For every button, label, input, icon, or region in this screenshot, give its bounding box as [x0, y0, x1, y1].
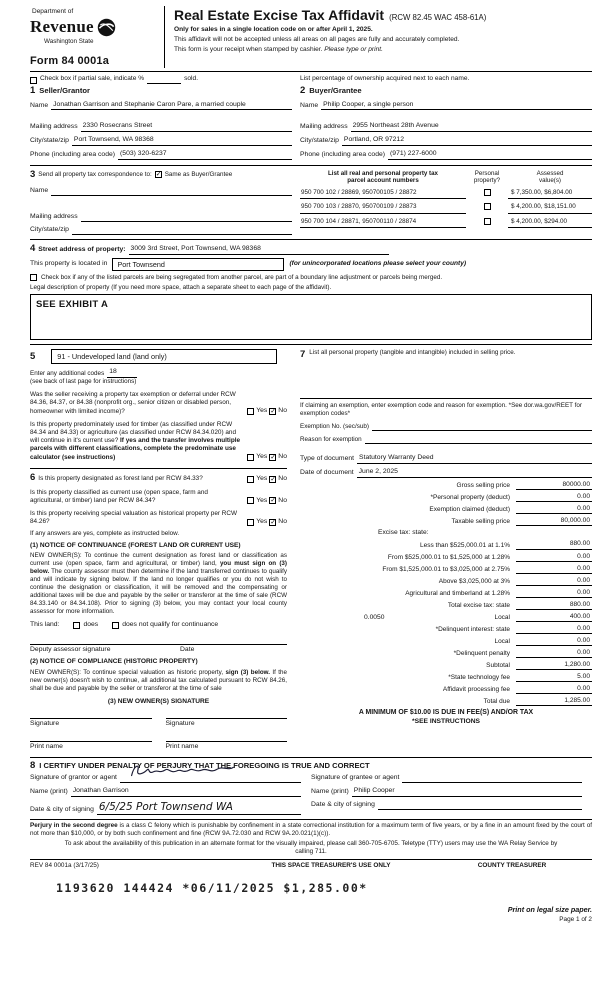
check-icon: ✓	[270, 497, 277, 505]
same-as-buyer-label: Same as Buyer/Grantee	[164, 170, 233, 178]
taxable-selling-price-label: Taxable selling price	[451, 518, 510, 525]
exemption-no-label: Exemption No. (sec/sub)	[300, 423, 369, 431]
deputy-signature-line[interactable]	[30, 644, 287, 645]
buyer-name-input[interactable]: Philip Cooper, a single person	[321, 101, 592, 111]
corr-csz-label: City/state/zip	[30, 226, 69, 233]
n1-bold: you must sign on (3) below.	[30, 560, 287, 576]
exemption-deferral-question-text: Was the seller receiving a property tax exemption or deferral under RCW 84.36, 84.37, or 84.38 (nonprofit org., senior citizen or disabled person, homeowner with limited income)?	[30, 391, 236, 415]
corr-name-label: Name	[30, 187, 49, 194]
corr-mail-input[interactable]	[81, 213, 292, 222]
delinquent-interest-local-label: Local	[494, 637, 510, 645]
forest-land-question-text: Is this property designated as forest land per RCW 84.33?	[38, 474, 203, 482]
total-excise-state-value[interactable]: 880.00	[516, 601, 592, 610]
right-column	[292, 345, 592, 752]
forest-no-checkbox[interactable]	[269, 476, 276, 483]
q2-yes-label: Yes	[256, 453, 268, 461]
total-due-label: Total due	[483, 698, 510, 706]
form-title: Real Estate Excise Tax Affidavit	[174, 7, 385, 23]
seller-phone-label: Phone (including area code)	[30, 150, 116, 158]
grantee-signature-block	[311, 772, 592, 815]
type-of-document-input[interactable]: Statutory Warranty Deed	[357, 454, 592, 464]
agricultural-timberland-label: Agricultural and timberland at 1.28%	[405, 589, 510, 597]
partial-sale-row	[30, 72, 592, 84]
rev-number: REV 84 0001a (3/17/25)	[30, 862, 99, 870]
section-5-number: 5	[30, 350, 36, 362]
check-icon: ✓	[270, 476, 277, 484]
n2-pre: NEW OWNER(S): To continue special valuation as historic property,	[30, 668, 226, 676]
section-6	[30, 468, 287, 752]
q1-no-checkbox[interactable]	[269, 408, 276, 415]
located-in-label: This property is located in	[30, 260, 108, 268]
state-technology-fee-value[interactable]: 5.00	[516, 673, 592, 682]
form-header	[30, 6, 592, 72]
new-owner-print-line-2[interactable]	[166, 741, 288, 742]
dor-swirl-logo	[97, 18, 116, 37]
perjury-body: is a class C felony which is punishable by confinement in a state correctional institution for a maximum term of five years, or by a fine in an amount fixed by the court of not more than $10,000, or by both such confinement and fine (RCW 9A.72.030 and RCW 9A.20.021(1)(c)).	[30, 822, 592, 838]
tier2-value[interactable]: 0.00	[516, 553, 592, 562]
grantor-signature-label: Signature of grantor or agent	[30, 774, 117, 782]
legal-description-box[interactable]	[30, 294, 592, 340]
exemption-deferral-question	[30, 391, 287, 416]
check-icon: ✓	[270, 453, 277, 461]
q2-yes-checkbox[interactable]	[247, 454, 254, 461]
section-7-number: 7	[300, 349, 306, 361]
assessed-col-header-line2: value(s)	[538, 177, 561, 185]
section-2-number: 2	[300, 84, 306, 96]
section-3-number: 3	[30, 168, 36, 180]
check-icon: ✓	[270, 518, 277, 526]
exemption-claimed-value[interactable]: 0.00	[516, 505, 592, 514]
does-not-checkbox[interactable]	[112, 622, 119, 629]
street-address-input[interactable]: 3009 3rd Street, Port Townsend, WA 98368	[129, 245, 389, 255]
grantor-name-print-input[interactable]: Jonathan Garrison	[71, 787, 301, 797]
personal-property-checkbox-1[interactable]	[484, 189, 491, 196]
corr-mail-label: Mailing address	[30, 213, 78, 220]
legal-paper-note: Print on legal size paper.	[507, 905, 592, 915]
n2-bold: sign (3) below.	[225, 668, 271, 676]
type-of-document-label: Type of document	[300, 455, 355, 463]
deputy-signature-label: Deputy assessor signature	[30, 645, 111, 653]
street-address-label: Street address of property:	[38, 246, 126, 254]
total-due-value[interactable]: 1,285.00	[516, 697, 592, 706]
does-checkbox[interactable]	[73, 622, 80, 629]
grantee-date-city-label: Date & city of signing	[311, 800, 375, 808]
legal-description-value: SEE EXHIBIT A	[36, 299, 109, 311]
tier2-label: From $525,000.01 to $1,525,000 at 1.28%	[387, 553, 510, 561]
this-land-label: This land:	[30, 621, 60, 629]
forest-land-question	[30, 472, 287, 484]
grantee-signature-input[interactable]	[402, 774, 582, 783]
tier1-value[interactable]: 880.00	[516, 540, 592, 549]
current-use-no-checkbox[interactable]	[269, 497, 276, 504]
grantee-signature-label: Signature of grantee or agent	[311, 774, 400, 782]
form-number: Form 84 0001a	[30, 55, 110, 68]
personal-property-deduct-value[interactable]: 0.00	[516, 493, 592, 502]
assessed-col-header-line1: Assessed	[536, 169, 564, 177]
current-use-question-text: Is this property classified as current use (open space, farm and agricultural, or timber) land per RCW 84.34?	[30, 488, 208, 505]
page-number: Page 1 of 2	[559, 915, 592, 923]
delinquent-interest-state-label: *Delinquent interest: state	[435, 625, 510, 633]
same-as-buyer-checkbox[interactable]	[155, 171, 162, 178]
exemption-block	[300, 398, 592, 444]
answers-yes-note: If any answers are yes, complete as instructed below.	[30, 529, 180, 537]
forest-yes-label: Yes	[256, 475, 268, 483]
financial-section	[300, 481, 592, 727]
assessed-values-1[interactable]: $ 7,350.00, $6,804.00	[508, 189, 592, 199]
buyer-phone-label: Phone (including area code)	[300, 150, 386, 158]
certification-heading: I CERTIFY UNDER PENALTY OF PERJURY THAT THE FOREGOING IS TRUE AND CORRECT	[39, 760, 370, 770]
exemption-claimed-label: Exemption claimed (deduct)	[429, 505, 510, 513]
parcel-numbers-3[interactable]: 950 700 104 / 28871, 950700110 / 28874	[300, 218, 466, 228]
subtotal-label: Subtotal	[486, 661, 510, 669]
affidavit-processing-fee-label: Affidavit processing fee	[442, 685, 510, 693]
grantor-handwritten-signature	[122, 762, 242, 780]
partial-sale-checkbox[interactable]	[30, 77, 37, 84]
treasurer-stamp: 1193620 144424 *06/11/2025 $1,285.00*	[56, 880, 368, 895]
grantee-date-city-input[interactable]	[378, 801, 582, 810]
header-note-3-italic: Please type or print.	[324, 46, 383, 54]
date-of-document-label: Date of document	[300, 469, 354, 477]
n1-pre: NEW OWNER(S): To continue the current designation as forest land or classification as current use (open space, farm and agricultural, or timber) land,	[30, 552, 287, 568]
tier3-value[interactable]: 0.00	[516, 565, 592, 574]
treasurer-use-label: THIS SPACE TREASURER'S USE ONLY	[271, 862, 391, 870]
codes-instructions-note: (see back of last page for instructions)	[30, 378, 137, 386]
exemption-no-input[interactable]	[372, 422, 592, 431]
notice-compliance-body	[30, 669, 287, 693]
agency-block	[30, 6, 164, 68]
additional-codes-label: Enter any additional codes	[30, 370, 105, 378]
q1-yes-checkbox[interactable]	[247, 408, 254, 415]
section-1-seller	[30, 85, 292, 160]
personal-col-header-line1: Personal	[474, 169, 500, 177]
ownership-percentage-note: List percentage of ownership acquired next to each name.	[300, 75, 470, 83]
grantor-signature-input[interactable]	[120, 774, 301, 783]
parcel-col-header-line2: parcel account numbers	[347, 177, 419, 185]
parcel-table	[292, 169, 592, 235]
segregated-label: Check box if any of the listed parcels are being segregated from another parcel, are part of a boundary line adjustment or parcels being merged.	[41, 274, 443, 282]
left-column	[30, 345, 292, 752]
mid-columns	[30, 344, 592, 752]
section-3-correspondence	[30, 169, 292, 235]
notice-continuance-body	[30, 552, 287, 616]
header-note-2: This affidavit will not be accepted unless all areas on all pages are fully and accurately completed.	[174, 36, 460, 44]
reason-for-exemption-label: Reason for exemption	[300, 436, 362, 444]
assessed-values-3[interactable]: $ 4,200.00, $294.00	[508, 218, 592, 228]
washington-state-label: Washington State	[44, 38, 94, 46]
n2-post: If the new owner(s) doesn't wish to continue, all additional tax calculated pursuant to RCW 84.26, shall be due and payable by the seller or transferor at the time of sale	[30, 668, 287, 692]
seller-mail-input[interactable]: 2330 Rosecrans Street	[81, 122, 292, 132]
total-excise-state-label: Total excise tax: state	[447, 601, 510, 609]
buyer-mail-input[interactable]: 2955 Northeast 28th Avenue	[351, 122, 592, 132]
state-technology-fee-label: *State technology fee	[448, 673, 510, 681]
section-5	[30, 349, 287, 364]
forest-no-label: No	[278, 475, 287, 483]
parcel-col-header-line1: List all real and personal property tax	[327, 169, 439, 177]
reason-for-exemption-input[interactable]	[365, 435, 592, 444]
section-2-title: Buyer/Grantee	[309, 85, 362, 95]
land-qualify-row	[30, 621, 287, 630]
personal-property-deduct-label: *Personal property (deduct)	[430, 493, 510, 501]
forest-yes-checkbox[interactable]	[247, 476, 254, 483]
buyer-name-label: Name	[300, 101, 319, 109]
form-footer	[30, 859, 592, 923]
section-4-property	[30, 239, 592, 340]
does-label: does	[83, 621, 99, 629]
grantor-date-city-label: Date & city of signing	[30, 806, 94, 814]
notice-continuance-title: (1) NOTICE OF CONTINUANCE (FOREST LAND OR CURRENT USE)	[30, 541, 241, 549]
section-8-certification	[30, 757, 592, 815]
timber-agriculture-question	[30, 421, 287, 462]
section-7	[300, 349, 592, 361]
buyer-phone-input[interactable]: (971) 227-6000	[388, 150, 592, 160]
grantor-signature-block	[30, 772, 311, 815]
buyer-mail-label: Mailing address	[300, 123, 348, 131]
deputy-date-label: Date	[180, 645, 195, 653]
current-use-no-label: No	[278, 496, 287, 504]
does-not-label: does not qualify for continuance	[122, 621, 219, 629]
seller-csz-input[interactable]: Port Townsend, WA 98368	[72, 136, 292, 146]
parcel-row	[300, 218, 592, 228]
new-owner-signature-row-2	[30, 741, 287, 752]
new-owner-signature-line-1[interactable]	[30, 718, 152, 719]
print-name-label: Print name	[165, 743, 199, 751]
q1-no-label: No	[278, 407, 287, 415]
section-2-buyer	[292, 85, 592, 160]
alternate-format-note: To ask about the availability of this publication in an alternate format for the visually impaired, please call 360-705-6705. Teletype (TTY) users may use the WA Relay Service by calling 711.	[64, 840, 558, 856]
seller-name-input[interactable]: Jonathan Garrison and Stephanie Caron Pare, a married couple	[51, 101, 292, 111]
section-3-heading: Send all property tax correspondence to:	[38, 170, 152, 178]
grantor-date-city-input[interactable]: 6/5/25 Port Townsend WA	[97, 801, 301, 815]
section-1-title: Seller/Grantor	[39, 85, 90, 95]
tier4-label: Above $3,025,000 at 3%	[438, 577, 510, 585]
historic-no-label: No	[278, 517, 287, 525]
partial-sale-sold-label: sold.	[184, 75, 199, 83]
delinquent-interest-state-value[interactable]: 0.00	[516, 625, 592, 634]
parcel-row	[300, 203, 592, 213]
buyer-csz-label: City/state/zip	[300, 137, 339, 145]
historic-question-text: Is this property receiving special valuation as historical property per RCW 84.26?	[30, 510, 238, 526]
parcel-table-header	[300, 170, 592, 186]
exemption-instructions: If claiming an exemption, enter exemption code and reason for exemption. *See dor.wa.gov/REET for exemption codes*	[300, 402, 583, 418]
located-in-note: (for unincorporated locations please select your county)	[289, 260, 467, 268]
header-note-3	[174, 46, 592, 54]
delinquent-penalty-value[interactable]: 0.00	[516, 649, 592, 658]
delinquent-penalty-label: *Delinquent penalty	[453, 649, 510, 657]
delinquent-interest-local-value[interactable]: 0.00	[516, 637, 592, 646]
section-8-number: 8	[30, 759, 36, 771]
historic-no-checkbox[interactable]	[269, 519, 276, 526]
seller-buyer-row	[30, 85, 592, 160]
tier4-value[interactable]: 0.00	[516, 577, 592, 586]
form-title-rcw: (RCW 82.45 WAC 458-61A)	[389, 13, 487, 22]
subtotal-value[interactable]: 1,280.00	[516, 661, 592, 670]
title-block	[164, 6, 592, 68]
partial-sale-percent-input[interactable]	[147, 76, 181, 84]
gross-selling-price-value[interactable]: 80000.00	[516, 481, 592, 490]
historic-yes-checkbox[interactable]	[247, 519, 254, 526]
section-6-number: 6	[30, 471, 36, 483]
buyer-csz-input[interactable]: Portland, OR 97212	[342, 136, 592, 146]
section-3-row	[30, 165, 592, 235]
historic-yes-label: Yes	[256, 517, 268, 525]
new-owner-signature-row-1	[30, 718, 287, 729]
taxable-selling-price-value[interactable]: 80,000.00	[516, 517, 592, 526]
local-tax-label: Local	[494, 613, 510, 621]
seller-name-label: Name	[30, 101, 49, 109]
seller-mail-label: Mailing address	[30, 123, 78, 131]
print-name-label: Print name	[30, 743, 63, 751]
historic-property-question	[30, 510, 287, 526]
corr-name-input[interactable]	[51, 187, 292, 196]
signature-label: Signature	[165, 720, 195, 728]
affidavit-processing-fee-value[interactable]: 0.00	[516, 685, 592, 694]
header-note-1: Only for sales in a single location code on or after April 1, 2025.	[174, 26, 373, 34]
notice-compliance-title: (2) NOTICE OF COMPLIANCE (HISTORIC PROPERTY)	[30, 658, 198, 666]
tier3-label: From $1,525,000.01 to $3,025,000 at 2.75%	[382, 565, 510, 573]
check-icon: ✓	[270, 407, 277, 415]
perjury-lead: Perjury in the second degree	[30, 822, 118, 830]
grantee-name-print-input[interactable]: Philip Cooper	[352, 787, 582, 797]
seller-csz-label: City/state/zip	[30, 137, 69, 145]
current-use-yes-checkbox[interactable]	[247, 497, 254, 504]
agricultural-timberland-value[interactable]: 0.00	[516, 589, 592, 598]
new-owner-signature-line-2[interactable]	[166, 718, 288, 719]
timber-question-text: Is this property predominately used for timber (as classified under RCW 84.34 and 84.33) or agriculture (as classified under RCW 84.34.020) and will continue in it's current use?	[30, 420, 237, 445]
section-4-number: 4	[30, 242, 36, 254]
parcel-row	[300, 189, 592, 199]
excise-tax-state-label: Excise tax: state:	[378, 529, 429, 537]
n1-post: The county assessor must then determine if the land transferred continues to qualify and will indicate by signing below. If the land no longer qualifies or you do not wish to continue the designation or classification, it will be removed and the compensating or additional taxes will be due and payable by the seller or transferor at the time of sale (RCW 84.33.140 or 84.34.108). Prior to signing (3) below, you may contact your local county assessor for more information.	[30, 568, 287, 616]
header-note-3-text: This form is your receipt when stamped by cashier.	[174, 46, 325, 54]
additional-codes-input[interactable]: 18	[107, 368, 137, 378]
corr-csz-input[interactable]	[72, 226, 292, 235]
signature-label: Signature	[30, 720, 60, 728]
personal-property-checkbox-3[interactable]	[484, 218, 491, 225]
personal-property-heading: List all personal property (tangible and intangible) included in selling price.	[309, 349, 516, 357]
assessed-values-2[interactable]: $ 4,200.00, $18,151.00	[508, 203, 592, 213]
timber-question-bold: If yes and the transfer involves multiple parcels with different classifications, complete the predominate use calculator (see instructions)	[30, 437, 241, 461]
partial-sale-label: Check box if partial sale, indicate %	[40, 75, 145, 83]
local-rate-value[interactable]: 0.0050	[364, 613, 385, 621]
revenue-wordmark: Revenue	[30, 17, 94, 37]
seller-phone-input[interactable]: (503) 320-6237	[118, 150, 292, 160]
new-owner-print-line-1[interactable]	[30, 741, 152, 742]
perjury-notice	[30, 819, 592, 838]
grantor-name-print-label: Name (print)	[30, 787, 68, 795]
personal-property-checkbox-2[interactable]	[484, 203, 491, 210]
legal-description-label: Legal description of property (If you need more space, attach a separate sheet to each page of the affidavit).	[30, 284, 332, 292]
minimum-due-note: A MINIMUM OF $10.00 IS DUE IN FEE(S) AND/OR TAX	[358, 709, 534, 717]
current-use-yes-label: Yes	[256, 496, 268, 504]
tier1-label: Less than $525,000.01 at 1.1%	[420, 541, 510, 549]
new-owners-signature-title: (3) NEW OWNER(S) SIGNATURE	[107, 697, 210, 705]
see-instructions-note: *SEE INSTRUCTIONS	[412, 718, 480, 726]
current-use-question	[30, 489, 287, 505]
parcel-numbers-2[interactable]: 950 700 103 / 28870, 950700109 / 28873	[300, 203, 466, 213]
check-icon: ✓	[155, 171, 162, 179]
section-1-number: 1	[30, 84, 36, 96]
grantee-name-print-label: Name (print)	[311, 787, 349, 795]
date-of-document-input[interactable]: June 2, 2025	[357, 468, 592, 478]
segregated-checkbox[interactable]	[30, 274, 37, 281]
q2-no-checkbox[interactable]	[269, 454, 276, 461]
dept-of-label: Department of	[32, 8, 74, 15]
land-use-code-select[interactable]: 91 - Undeveloped land (land only)	[51, 349, 277, 364]
local-tax-value[interactable]: 400.00	[516, 613, 592, 622]
personal-property-blank-area[interactable]	[300, 361, 592, 395]
personal-col-header-line2: property?	[473, 177, 501, 185]
county-treasurer-label: COUNTY TREASURER	[477, 862, 547, 870]
parcel-numbers-1[interactable]: 950 700 102 / 28869, 950700105 / 28872	[300, 189, 466, 199]
q2-no-label: No	[278, 453, 287, 461]
q1-yes-label: Yes	[256, 407, 268, 415]
located-in-select[interactable]: Port Townsend	[112, 258, 284, 271]
gross-selling-price-label: Gross selling price	[456, 481, 510, 489]
